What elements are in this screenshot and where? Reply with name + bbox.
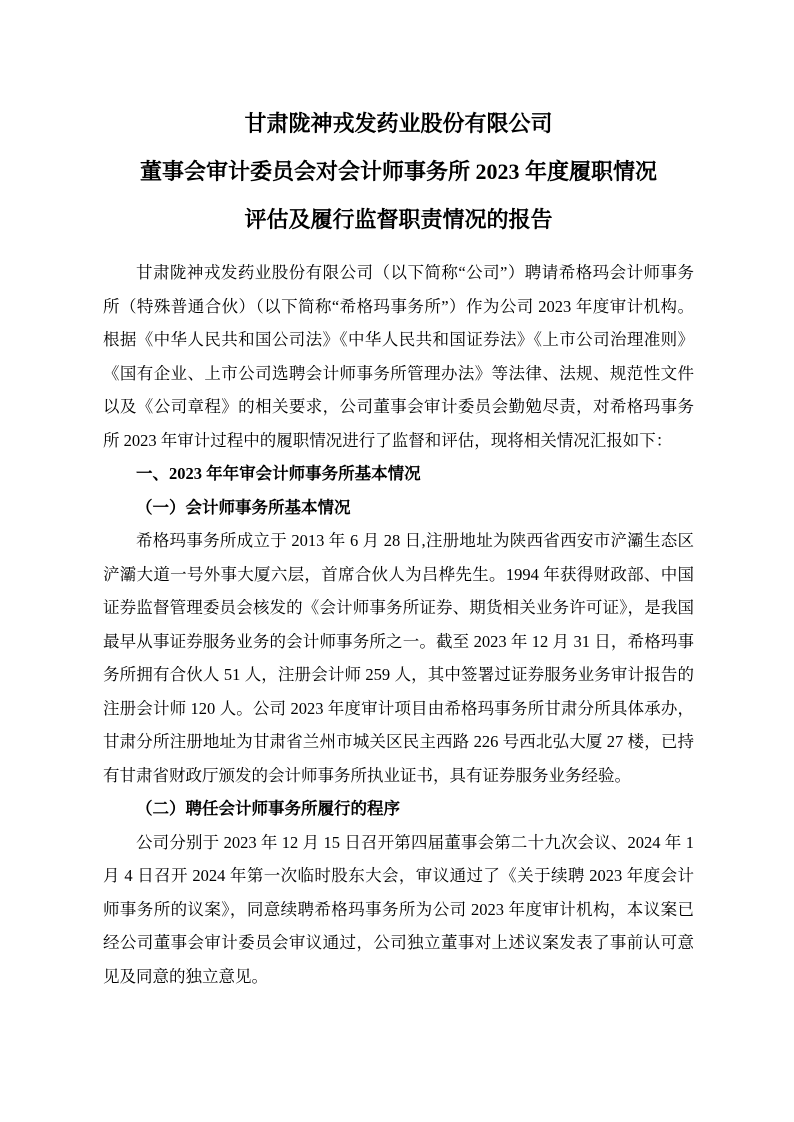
intro-paragraph: 甘肃陇神戎发药业股份有限公司（以下简称“公司”）聘请希格玛会计师事务所（特殊普通合伙）（以下简称“希格玛事务所”）作为公司 2023 年度审计机构。根据《中华人民共和国公司法》《中华人民共和国证券法》《上市公司治理准则》《国有企业、上市公司选聘会计师事务所管理办法》等法律、法规、规范性文件以及《公司章程》的相关要求，公司董事会审计委员会勤勉尽责，对希格玛事务所 2023 年审计过程中的履职情况进行了监督和评估，现将相关情况汇报如下：	[103, 263, 694, 450]
title-line-1: 甘肃陇神戎发药业股份有限公司	[244, 111, 553, 136]
appointment-procedure-paragraph: 公司分别于 2023 年 12 月 15 日召开第四届董事会第二十九次会议、2024 年 1 月 4 日召开 2024 年第一次临时股东大会，审议通过了《关于续聘 2023 年度会计师事务所的议案》，同意续聘希格玛事务所为公司 2023 年度审计机构，本议案已经公司董事会审计委员会审议通过，公司独立董事对上述议案发表了事前认可意见及同意的独立意见。	[103, 832, 694, 986]
subsection-heading-1-2: （二）聘任会计师事务所履行的程序	[136, 799, 400, 818]
document-body	[103, 256, 694, 993]
firm-profile-paragraph: 希格玛事务所成立于 2013 年 6 月 28 日,注册地址为陕西省西安市浐灞生态区浐灞大道一号外事大厦六层，首席合伙人为吕桦先生。1994 年获得财政部、中国证券监督管理委员会核发的《会计师事务所证券、期货相关业务许可证》，是我国最早从事证券服务业务的会计师事务所之一。截至 2023 年 12 月 31 日，希格玛事务所拥有合伙人 51 人，注册会计师 259 人，其中签署过证券服务业务审计报告的注册会计师 120 人。公司 2023 年度审计项目由希格玛事务所甘肃分所具体承办，甘肃分所注册地址为甘肃省兰州市城关区民主西路 226 号西北弘大厦 27 楼，已持有甘肃省财政厅颁发的会计师事务所执业证书，具有证券服务业务经验。	[103, 531, 694, 785]
subsection-heading-1-1: （一）会计师事务所基本情况	[136, 497, 351, 517]
title-line-3: 评估及履行监督职责情况的报告	[244, 207, 553, 232]
title-line-2: 董事会审计委员会对会计师事务所 2023 年度履职情况	[139, 159, 657, 184]
document-title	[103, 100, 694, 244]
section-heading-1: 一、2023 年年审会计师事务所基本情况	[136, 464, 421, 483]
